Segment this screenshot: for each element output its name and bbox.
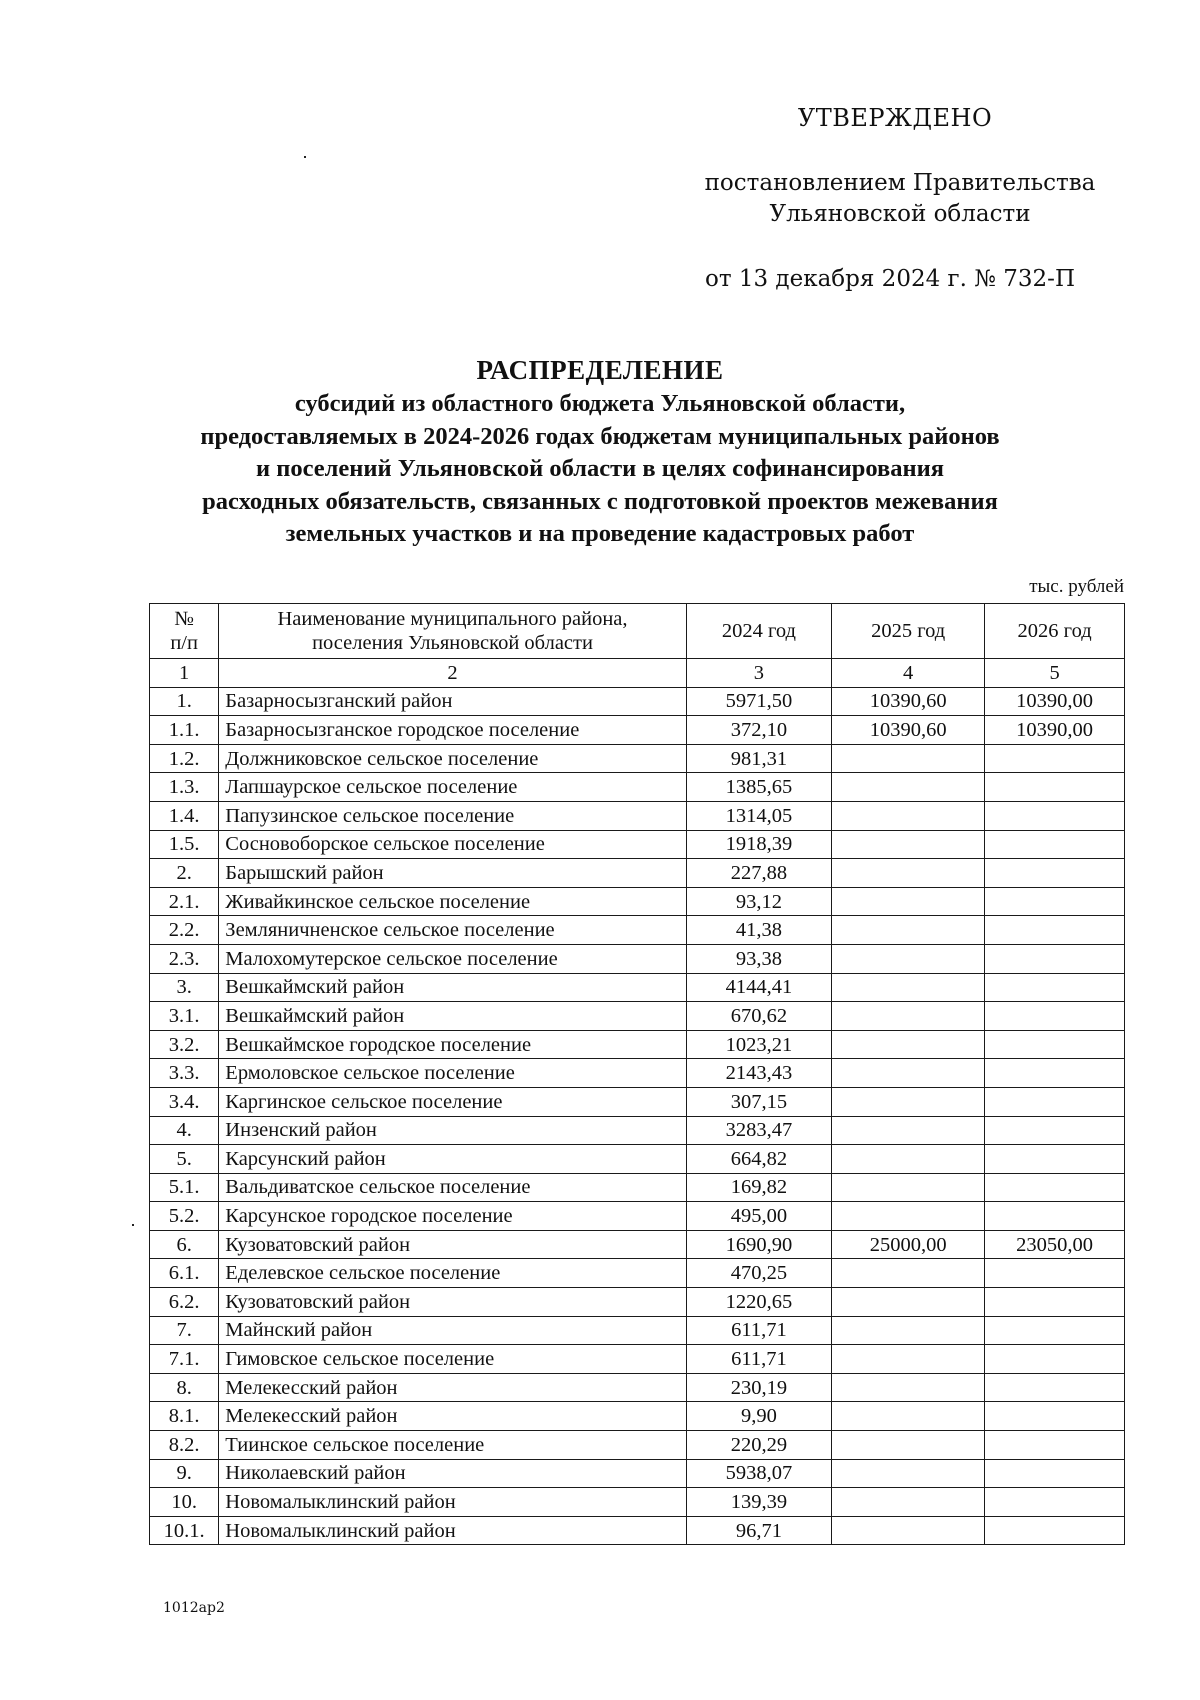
table-row [150,1373,1125,1402]
row-value-2024: 139,39 [686,1488,831,1517]
table-row [150,1230,1125,1259]
subtitle-line: расходных обязательств, связанных с подготовкой проектов межевания [202,487,998,515]
row-name: Лапшаурское сельское поселение [219,773,686,802]
row-value-2026 [985,887,1125,916]
row-number: 6.2. [150,1288,219,1317]
table-row [150,859,1125,888]
row-value-2024: 3283,47 [686,1116,831,1145]
row-value-2026 [985,973,1125,1002]
row-value-2024: 227,88 [686,859,831,888]
column-number: 4 [832,659,985,688]
table-row [150,1288,1125,1317]
row-value-2026 [985,1059,1125,1088]
row-value-2025 [832,1116,985,1145]
table-row [150,1116,1125,1145]
row-value-2024: 1314,05 [686,801,831,830]
row-number: 6. [150,1230,219,1259]
table-row [150,1145,1125,1174]
row-value-2026 [985,944,1125,973]
row-value-2026 [985,1431,1125,1460]
row-value-2024: 9,90 [686,1402,831,1431]
subtitle-line: и поселений Ульяновской области в целях софинансирования [255,455,945,482]
row-value-2025 [832,1173,985,1202]
distribution-table [149,603,1125,1545]
row-value-2026 [985,1459,1125,1488]
row-value-2025 [832,1316,985,1345]
row-number: 2.1. [150,887,219,916]
row-number: 5.1. [150,1173,219,1202]
row-value-2026 [985,1345,1125,1374]
row-value-2025: 25000,00 [832,1230,985,1259]
document-code: 1012ар2 [163,1600,225,1616]
row-number: 3.4. [150,1087,219,1116]
row-value-2024: 307,15 [686,1087,831,1116]
row-value-2025 [832,1516,985,1545]
row-value-2025 [832,1373,985,1402]
row-name: Гимовское сельское поселение [219,1345,686,1374]
row-value-2025 [832,1402,985,1431]
row-name: Майнский район [219,1316,686,1345]
row-number: 2. [150,859,219,888]
row-value-2025 [832,887,985,916]
row-value-2025 [832,801,985,830]
row-number: 8. [150,1373,219,1402]
row-value-2026 [985,744,1125,773]
row-name: Новомалыклинский район [219,1488,686,1517]
approved-stamp: УТВЕРЖДЕНО [797,104,993,132]
header-2024: 2024 год [686,604,831,659]
row-value-2025 [832,916,985,945]
table-row [150,1030,1125,1059]
row-value-2024: 230,19 [686,1373,831,1402]
row-value-2024: 670,62 [686,1002,831,1031]
row-name: Папузинское сельское поселение [219,801,686,830]
row-number: 10.1. [150,1516,219,1545]
row-value-2026 [985,1316,1125,1345]
table-row [150,973,1125,1002]
subtitle-line: предоставляемых в 2024-2026 годах бюджетам муниципальных районов [200,422,1000,450]
row-value-2025 [832,1488,985,1517]
row-name: Каргинское сельское поселение [219,1087,686,1116]
row-name: Барышский район [219,859,686,888]
row-number: 10. [150,1488,219,1517]
row-value-2026 [985,1145,1125,1174]
header-2025: 2025 год [832,604,985,659]
row-name: Еделевское сельское поселение [219,1259,686,1288]
table-row [150,773,1125,802]
row-value-2026 [985,1373,1125,1402]
row-name: Земляничненское сельское поселение [219,916,686,945]
row-number: 1. [150,687,219,716]
row-value-2026 [985,1202,1125,1231]
document-subtitle [140,388,1060,551]
row-value-2024: 220,29 [686,1431,831,1460]
row-name: Вешкаймский район [219,973,686,1002]
row-value-2026 [985,859,1125,888]
row-value-2025 [832,1145,985,1174]
row-value-2025 [832,1459,985,1488]
row-value-2025: 10390,60 [832,687,985,716]
header-number: № п/п [150,604,219,659]
row-value-2025 [832,1202,985,1231]
row-number: 7.1. [150,1345,219,1374]
row-value-2025 [832,944,985,973]
column-number-row [150,659,1125,688]
row-name: Мелекесский район [219,1402,686,1431]
row-name: Живайкинское сельское поселение [219,887,686,916]
row-value-2025 [832,1431,985,1460]
document-title-block [140,352,1060,551]
row-value-2024: 93,38 [686,944,831,973]
row-value-2024: 93,12 [686,887,831,916]
row-value-2026 [985,773,1125,802]
table-row [150,1516,1125,1545]
subtitle-line: субсидий из областного бюджета Ульяновской области, [294,390,906,417]
subtitle-line: земельных участков и на проведение кадастровых работ [285,520,915,547]
table-row [150,1316,1125,1345]
row-value-2026: 10390,00 [985,716,1125,745]
row-number: 1.4. [150,801,219,830]
table-row [150,1002,1125,1031]
scan-speck [304,156,306,158]
row-value-2024: 495,00 [686,1202,831,1231]
header-2026: 2026 год [985,604,1125,659]
row-number: 8.2. [150,1431,219,1460]
row-value-2026 [985,1002,1125,1031]
column-number: 3 [686,659,831,688]
row-number: 9. [150,1459,219,1488]
table-row [150,1488,1125,1517]
row-value-2024: 664,82 [686,1145,831,1174]
table-row [150,801,1125,830]
row-value-2026: 10390,00 [985,687,1125,716]
row-number: 3.3. [150,1059,219,1088]
row-value-2026 [985,1116,1125,1145]
row-name: Тиинское сельское поселение [219,1431,686,1460]
document-title: РАСПРЕДЕЛЕНИЕ [476,355,724,385]
row-number: 5.2. [150,1202,219,1231]
row-value-2026 [985,1488,1125,1517]
row-value-2024: 5938,07 [686,1459,831,1488]
row-name: Базарносызганское городское поселение [219,716,686,745]
table-row [150,1202,1125,1231]
table-row [150,1087,1125,1116]
table-row [150,744,1125,773]
row-value-2025 [832,1288,985,1317]
row-number: 1.3. [150,773,219,802]
row-value-2025 [832,830,985,859]
row-value-2025 [832,1002,985,1031]
row-value-2024: 4144,41 [686,973,831,1002]
column-number: 5 [985,659,1125,688]
row-value-2025 [832,744,985,773]
table-row [150,944,1125,973]
row-number: 4. [150,1116,219,1145]
row-value-2024: 169,82 [686,1173,831,1202]
scan-speck [132,1224,134,1226]
resolution-line-1: постановлением Правительства [704,170,1096,196]
table-row [150,1431,1125,1460]
resolution-reference [670,168,1130,230]
row-value-2025 [832,1030,985,1059]
row-name: Карсунский район [219,1145,686,1174]
table-row [150,1173,1125,1202]
row-name: Карсунское городское поселение [219,1202,686,1231]
header-name: Наименование муниципального района, поселения Ульяновской области [219,604,686,659]
row-number: 8.1. [150,1402,219,1431]
table-row [150,687,1125,716]
row-name: Вешкаймский район [219,1002,686,1031]
row-value-2025 [832,859,985,888]
row-name: Вальдиватское сельское поселение [219,1173,686,1202]
row-value-2024: 611,71 [686,1345,831,1374]
row-number: 1.2. [150,744,219,773]
row-value-2025 [832,773,985,802]
row-value-2024: 372,10 [686,716,831,745]
row-value-2026 [985,1402,1125,1431]
resolution-date: от 13 декабря 2024 г. № 732-П [704,266,1076,292]
row-value-2026 [985,1030,1125,1059]
row-value-2025 [832,1059,985,1088]
row-value-2026 [985,1173,1125,1202]
row-number: 3. [150,973,219,1002]
resolution-line-2: Ульяновской области [769,201,1031,227]
row-name: Вешкаймское городское поселение [219,1030,686,1059]
table-row [150,1259,1125,1288]
row-value-2024: 1690,90 [686,1230,831,1259]
table-row [150,830,1125,859]
row-value-2026: 23050,00 [985,1230,1125,1259]
row-number: 1.5. [150,830,219,859]
row-value-2026 [985,1516,1125,1545]
table-row [150,916,1125,945]
row-value-2024: 470,25 [686,1259,831,1288]
row-name: Базарносызганский район [219,687,686,716]
row-value-2026 [985,1259,1125,1288]
row-name: Кузоватовский район [219,1288,686,1317]
row-number: 2.3. [150,944,219,973]
row-number: 3.2. [150,1030,219,1059]
row-name: Мелекесский район [219,1373,686,1402]
table-row [150,1059,1125,1088]
row-value-2024: 41,38 [686,916,831,945]
table-row [150,887,1125,916]
row-value-2025 [832,1087,985,1116]
row-number: 2.2. [150,916,219,945]
row-name: Инзенский район [219,1116,686,1145]
row-value-2024: 981,31 [686,744,831,773]
column-number: 1 [150,659,219,688]
row-value-2026 [985,1087,1125,1116]
row-value-2024: 611,71 [686,1316,831,1345]
row-number: 1.1. [150,716,219,745]
table-header-row [150,604,1125,659]
row-value-2024: 1918,39 [686,830,831,859]
row-name: Николаевский район [219,1459,686,1488]
row-name: Должниковское сельское поселение [219,744,686,773]
table-row [150,1459,1125,1488]
row-value-2026 [985,1288,1125,1317]
row-value-2025 [832,973,985,1002]
row-number: 5. [150,1145,219,1174]
row-value-2025: 10390,60 [832,716,985,745]
row-value-2024: 5971,50 [686,687,831,716]
table-row [150,1345,1125,1374]
row-name: Сосновоборское сельское поселение [219,830,686,859]
row-value-2024: 1385,65 [686,773,831,802]
row-number: 3.1. [150,1002,219,1031]
row-value-2024: 1220,65 [686,1288,831,1317]
table-row [150,1402,1125,1431]
row-name: Кузоватовский район [219,1230,686,1259]
row-name: Новомалыклинский район [219,1516,686,1545]
row-value-2025 [832,1259,985,1288]
column-number: 2 [219,659,686,688]
row-value-2024: 1023,21 [686,1030,831,1059]
row-number: 7. [150,1316,219,1345]
row-value-2024: 96,71 [686,1516,831,1545]
row-value-2026 [985,916,1125,945]
row-value-2026 [985,830,1125,859]
units-label: тыс. рублей [1029,576,1124,597]
table-body [150,687,1125,1545]
row-name: Малохомутерское сельское поселение [219,944,686,973]
row-value-2025 [832,1345,985,1374]
row-value-2024: 2143,43 [686,1059,831,1088]
row-value-2026 [985,801,1125,830]
row-name: Ермоловское сельское поселение [219,1059,686,1088]
table-row [150,716,1125,745]
row-number: 6.1. [150,1259,219,1288]
